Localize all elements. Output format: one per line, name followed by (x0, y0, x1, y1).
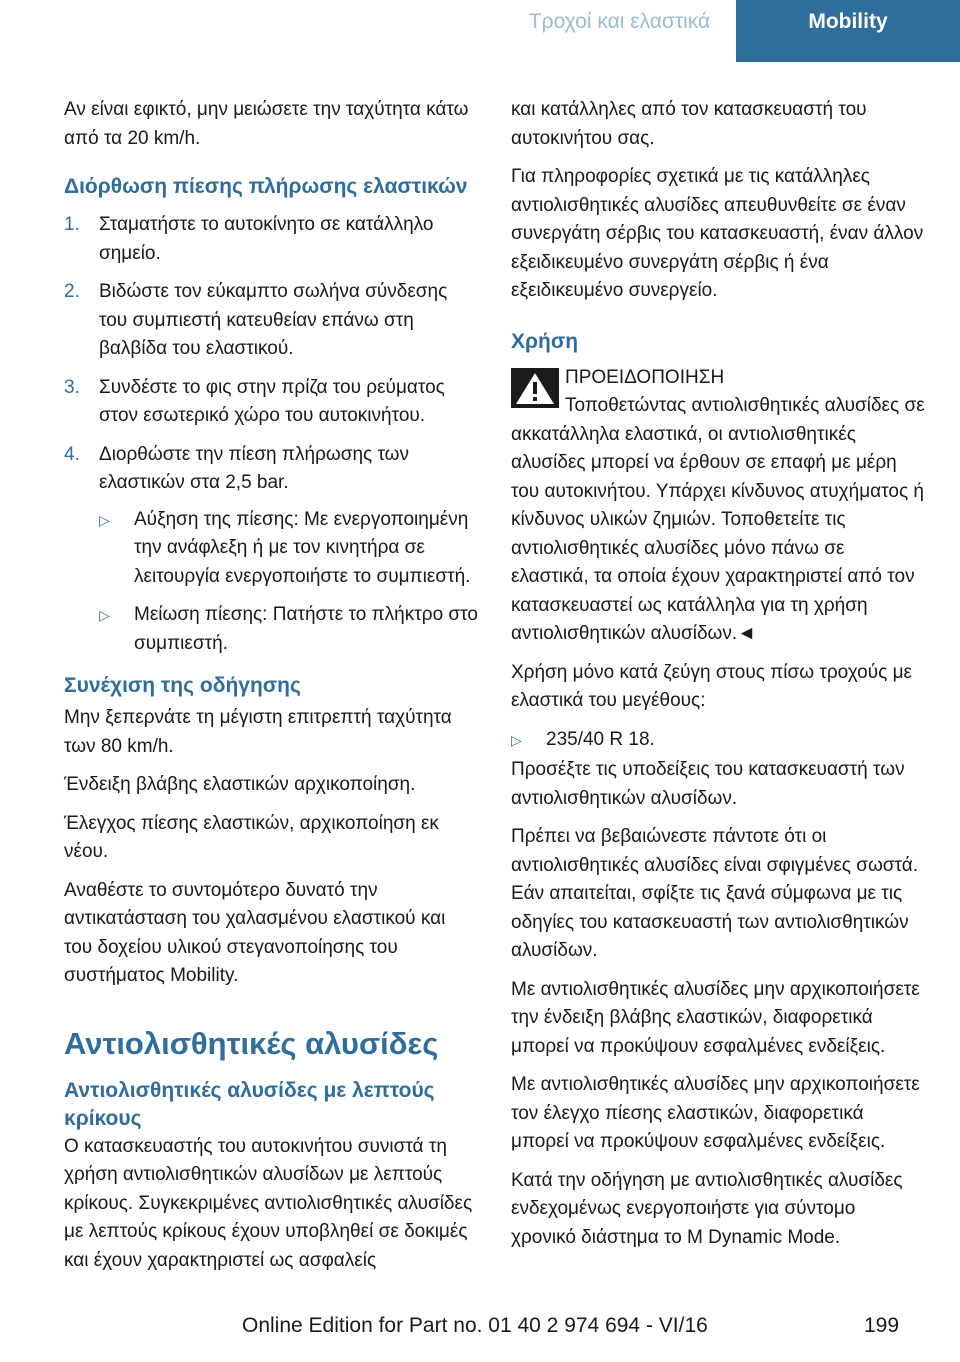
page-header (0, 0, 960, 62)
dynamic-mode-paragraph: Κατά την οδήγηση με αντιολισθητικές αλυσίδες ενδεχομένως ενεργοποιήστε για σύντομο χρονικό διάστημα το M Dynamic Mode. (511, 1169, 903, 1248)
step-number: 1. (64, 214, 80, 235)
info-paragraph: Για πληροφορίες σχετικά με τις κατάλληλες αντιολισθητικές αλυσίδες απευθυνθείτε σε έναν συνεργάτη σέρβις του κατασκευαστή, έναν άλλον εξειδικευμένο συνεργάτη σέρβις ή ένα εξειδικευμένο συνεργείο. (511, 166, 924, 301)
continue-paragraph-4: Αναθέστε το συντομότερο δυνατό την αντικατάσταση του χαλασμένου ελαστικού και του δοχείου υλικού στεγανοποίησης του συστήματος Mobility. (64, 879, 446, 986)
correct-pressure-heading: Διόρθωση πίεσης πλήρωσης ελαστικών (64, 175, 468, 198)
continue-driving-heading: Συνέχιση της οδήγησης (64, 674, 301, 697)
step-number: 3. (64, 376, 80, 398)
bullet-text: Αύξηση της πίεσης: Με ενεργοποιημένη την ανάφλεξη ή με τον κινητήρα σε λειτουργία ενεργοποιήστε το συμπιεστή. (134, 508, 471, 587)
list-item (511, 726, 925, 755)
pairs-paragraph: Χρήση μόνο κατά ζεύγη στους πίσω τροχούς με ελαστικά του μεγέθους: (511, 661, 912, 711)
list-item (64, 374, 478, 431)
left-column (64, 96, 478, 1285)
warning-title: ΠΡΟΕΙΔΟΠΟΙΗΣΗ (565, 366, 725, 388)
no-init-paragraph-1: Με αντιολισθητικές αλυσίδες μην αρχικοποιήσετε την ένδειξη βλάβης ελαστικών, διαφορετικά μπορεί να προκύψουν εσφαλμένες ενδείξεις. (511, 978, 920, 1057)
thin-chains-paragraph: Ο κατασκευαστής του αυτοκινήτου συνιστά τη χρήση αντιολισθητικών αλυσίδων με λεπτούς κρίκους. Συγκεκριμένες αντιολισθητικές αλυσίδες με λεπτούς κρίκους έχουν υποβληθεί σε δοκιμές και έχουν χαρακτηριστεί ως ασφαλείς (64, 1135, 473, 1271)
no-init-paragraph-2: Με αντιολισθητικές αλυσίδες μην αρχικοποιήσετε τον έλεγχο πίεσης ελαστικών, διαφορετικά μπορεί να προκύψουν εσφαλμένες ενδείξεις. (511, 1074, 920, 1152)
header-chapter-tab: Mobility (736, 0, 960, 62)
continue-paragraph-1: Μην ξεπερνάτε τη μέγιστη επιτρεπτή ταχύτητα των 80 km/h. (64, 707, 452, 757)
step-number: 4. (64, 443, 80, 465)
header-section-title: Τροχοί και ελαστικά (528, 10, 711, 33)
page-number: 199 (864, 1314, 900, 1337)
pressure-bullets (64, 506, 478, 659)
list-item (99, 601, 478, 658)
triangle-bullet-icon: ▷ (99, 511, 110, 528)
warning-text: Τοποθετώντας αντιολισθητικές αλυσίδες σε ακκατάλληλα ελαστικά, οι αντιολισθητικές αλυσίδες μπορεί να έρθουν σε επαφή με μέρη του αυτοκινήτου. Υπάρχει κίνδυνος ατυχήματος ή κίνδυνος υλικών ζημιών. Τοποθετείτε τις αντιολισθητικές αλυσίδες μόνο πάνω σε ελαστικά, τα οποία έχουν χαρακτηριστεί από τον κατασκευαστεί ως κατάλληλα για τη χρήση αντιολισθητικών αλυσίδων.◄ (511, 395, 925, 644)
triangle-bullet-icon: ▷ (511, 731, 522, 748)
continued-paragraph: και κατάλληλες από τον κατασκευαστή του αυτοκινήτου σας. (511, 99, 867, 149)
footer-edition: Online Edition for Part no. 01 40 2 974 694 - VI/16 (242, 1314, 708, 1337)
warning-triangle-icon (511, 368, 559, 408)
tighten-paragraph: Πρέπει να βεβαιώνεστε πάντοτε ότι οι αντιολισθητικές αλυσίδες είναι σφιγμένες σωστά. Εάν απαιτείται, σφίξτε τις ξανά σύμφωνα με τις οδηγίες του κατασκευαστή των αντιολισθητικών αλυσίδων. (511, 826, 919, 961)
continue-paragraph-3: Έλεγχος πίεσης ελαστικών, αρχικοποίηση εκ νέου. (64, 812, 439, 862)
step-text: Σταματήστε το αυτοκίνητο σε κατάλληλο σημείο. (99, 214, 434, 264)
notes-paragraph: Προσέξτε τις υποδείξεις του κατασκευαστή των αντιολισθητικών αλυσίδων. (511, 759, 905, 809)
triangle-bullet-icon: ▷ (99, 607, 110, 623)
step-text: Βιδώστε τον εύκαμπτο σωλήνα σύνδεσης του συμπιεστή κατευθείαν επάνω στη βαλβίδα του ελαστικού. (99, 281, 448, 359)
step-text: Διορθώστε την πίεση πλήρωσης των ελαστικών στα 2,5 bar. (99, 443, 410, 493)
list-item (64, 211, 478, 268)
thin-chains-heading: Αντιολισθητικές αλυσίδες με λεπτούς κρίκους (64, 1078, 435, 1130)
use-heading: Χρήση (511, 329, 579, 353)
step-text: Συνδέστε το φις στην πρίζα του ρεύματος στον εσωτερικό χώρο του αυτοκινήτου. (99, 376, 445, 426)
warning-block (511, 364, 925, 649)
size-list (511, 726, 925, 755)
step-number: 2. (64, 281, 80, 302)
continue-paragraph-2: Ένδειξη βλάβης ελαστικών αρχικοποίηση. (64, 774, 416, 795)
intro-paragraph: Αν είναι εφικτό, μην μειώσετε την ταχύτητα κάτω από τα 20 km/h. (64, 99, 469, 149)
list-item (64, 278, 478, 364)
list-item (64, 441, 478, 659)
steps-list (64, 211, 478, 658)
bullet-text: Μείωση πίεσης: Πατήστε το πλήκτρο στο συμπιεστή. (134, 604, 478, 654)
list-item (99, 506, 478, 592)
tyre-size: 235/40 R 18. (546, 728, 655, 750)
right-column (511, 96, 925, 1262)
snow-chains-heading: Αντιολισθητικές αλυσίδες (64, 1025, 439, 1061)
